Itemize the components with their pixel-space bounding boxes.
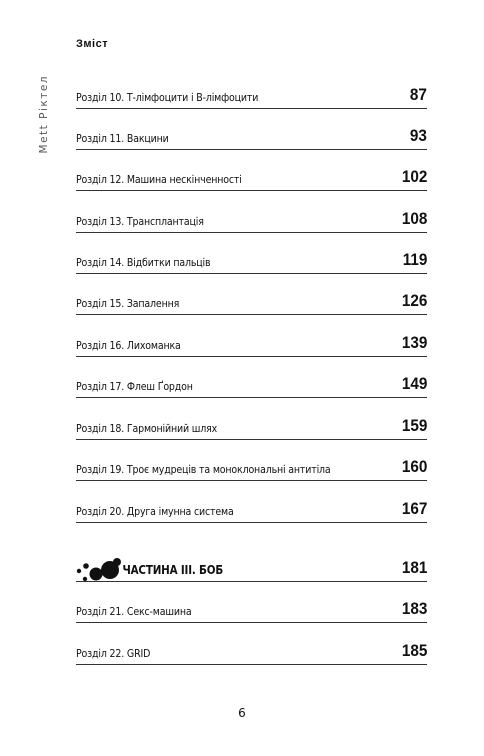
toc-entry[interactable] (76, 598, 427, 623)
toc-entry-page: 185 (401, 641, 427, 660)
toc-entry-title: Розділ 22. GRID (76, 647, 151, 660)
toc-entry-page: 93 (409, 126, 427, 145)
toc-entry-title: Розділ 20. Друга імунна система (76, 505, 234, 518)
part-page: 181 (401, 558, 427, 577)
toc-entry-title: Розділ 19. Троє мудреців та моноклональні антитіла (76, 463, 331, 476)
toc-entry-page: 167 (401, 499, 427, 518)
toc-entry-title: Розділ 16. Лихоманка (76, 339, 181, 352)
toc-entry[interactable] (76, 498, 427, 523)
toc-entry-page: 102 (401, 167, 427, 186)
author-running-head: Мett Ріктел (38, 75, 50, 154)
toc-entry[interactable] (76, 208, 427, 233)
page-number: 6 (238, 706, 246, 720)
toc-entry[interactable] (76, 332, 427, 357)
toc-entry-page: 149 (401, 374, 427, 393)
toc-entry[interactable] (76, 166, 427, 191)
toc-entry-title: Розділ 15. Запалення (76, 297, 180, 310)
toc-entry-page: 126 (401, 291, 427, 310)
section-title: Зміст (76, 38, 109, 50)
toc-entry-page: 183 (401, 599, 427, 618)
part-title: ЧАСТИНА III. БОБ (122, 563, 224, 577)
toc-entry[interactable] (76, 249, 427, 274)
toc-entry-title: Розділ 13. Трансплантація (76, 215, 204, 228)
toc-entry[interactable] (76, 415, 427, 440)
toc-part-entry[interactable] (76, 557, 427, 582)
toc-entry-page: 87 (409, 85, 427, 104)
toc-entry-title: Розділ 11. Вакцини (76, 132, 169, 145)
toc-entry[interactable] (76, 456, 427, 481)
toc-entry[interactable] (76, 290, 427, 315)
toc-entry-title: Розділ 21. Секс-машина (76, 605, 192, 618)
toc-entry-title: Розділ 17. Флеш Ґордон (76, 380, 193, 393)
toc-entry-page: 139 (401, 333, 427, 352)
toc-entry[interactable] (76, 84, 427, 109)
toc-entry-page: 119 (402, 250, 427, 269)
toc-entry[interactable] (76, 640, 427, 665)
toc-entry-page: 160 (401, 457, 427, 476)
toc-entry-title: Розділ 14. Відбитки пальців (76, 256, 211, 269)
toc-entry[interactable] (76, 373, 427, 398)
toc-entry-title: Розділ 10. Т-лімфоцити і В-лімфоцити (76, 91, 259, 104)
toc-entry-page: 159 (401, 416, 427, 435)
toc-entry-title: Розділ 12. Машина нескінченності (76, 173, 242, 186)
toc-entry-page: 108 (401, 209, 427, 228)
toc-entry[interactable] (76, 125, 427, 150)
toc-entry-title: Розділ 18. Гармонійний шлях (76, 422, 218, 435)
